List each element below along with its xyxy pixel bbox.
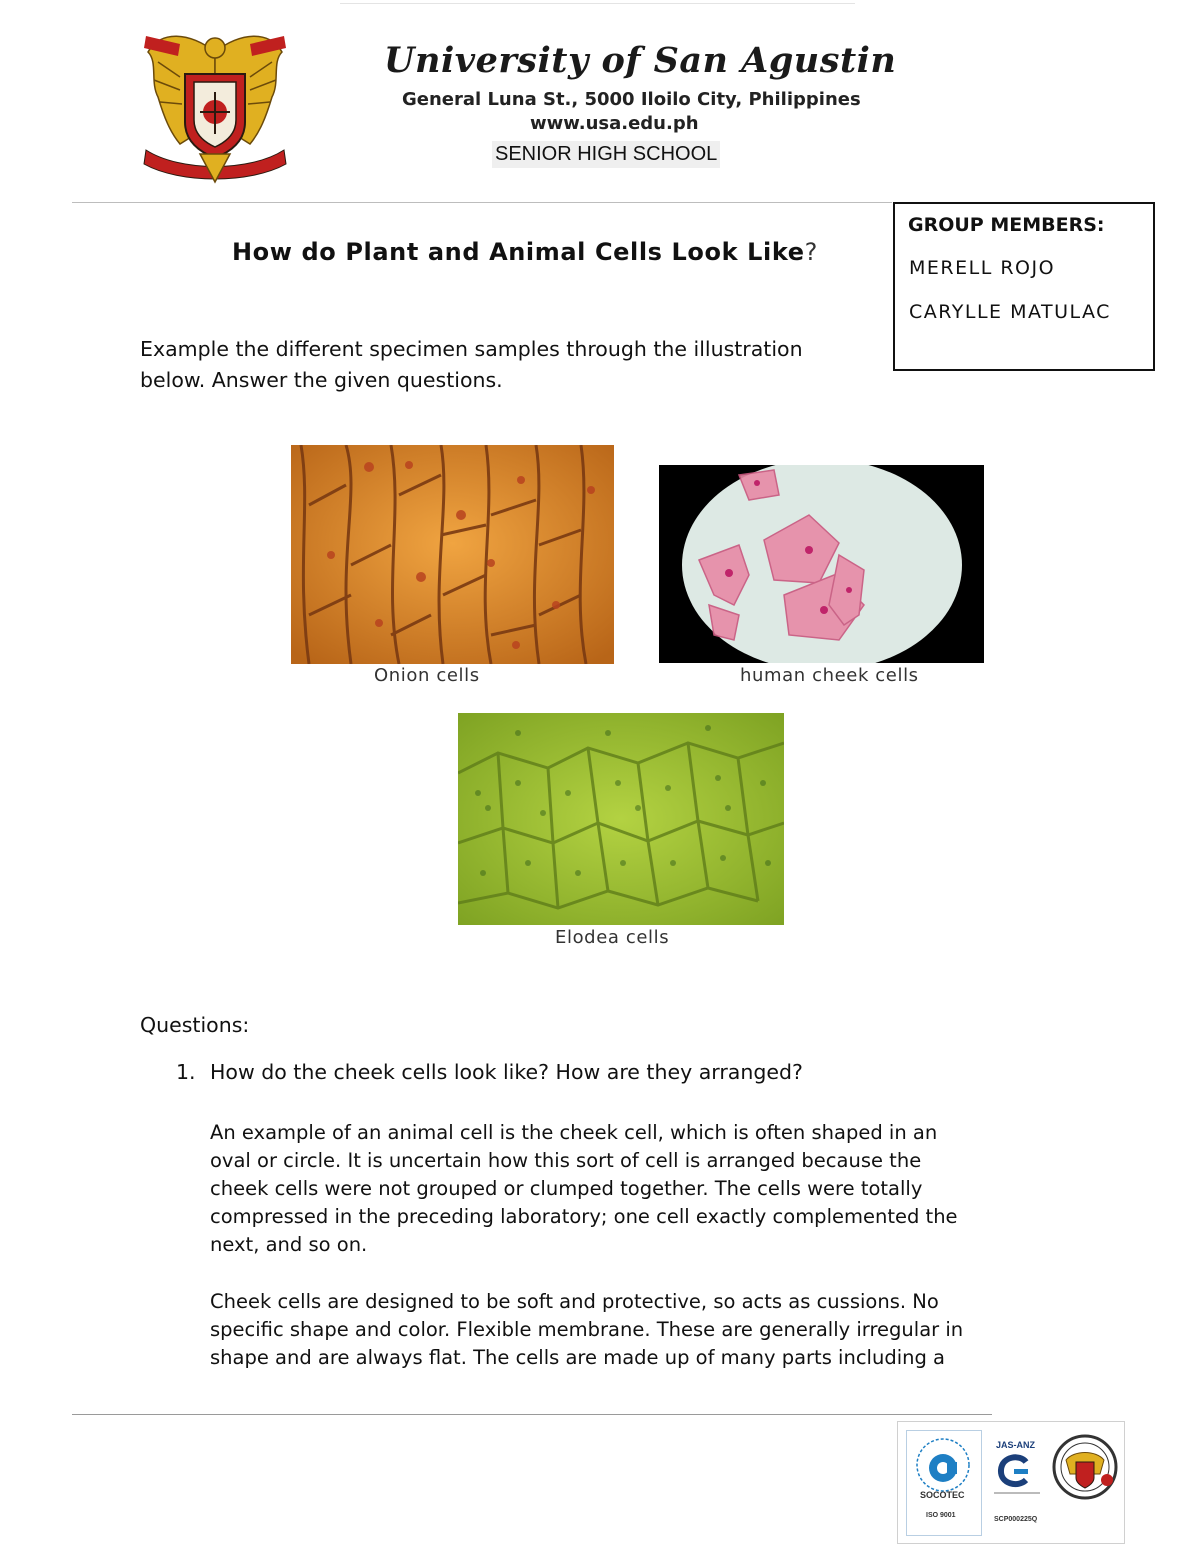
answer-paragraph [210, 1119, 1060, 1259]
answer-line: oval or circle. It is uncertain how this sort of cell is arranged because the [210, 1149, 922, 1172]
cheek-cells-image [659, 465, 984, 663]
specimen-caption: Elodea cells [555, 927, 670, 948]
questions-heading: Questions: [140, 1013, 250, 1037]
answer-line: cheek cells were not grouped or clumped together. The cells were totally [210, 1177, 923, 1200]
group-member: MERELL ROJO [909, 257, 1056, 279]
jasanz-code: SCP000225Q [994, 1516, 1038, 1523]
university-name: University of San Agustin [384, 40, 897, 81]
worksheet-instructions [140, 334, 840, 396]
instructions-line: below. Answer the given questions. [140, 368, 503, 392]
answer-line: specific shape and color. Flexible membrane. These are generally irregular in [210, 1318, 964, 1341]
socotec-name: SOCOTEC [920, 1490, 965, 1500]
onion-cells-micrograph [291, 445, 614, 664]
answer-line: Cheek cells are designed to be soft and protective, so acts as cussions. No [210, 1290, 939, 1313]
specimen-caption: human cheek cells [740, 665, 919, 686]
footer-divider [72, 1414, 992, 1415]
elodea-cells-micrograph [458, 713, 784, 925]
answer-line: shape and are always flat. The cells are made up of many parts including a [210, 1346, 946, 1369]
top-rule [340, 3, 855, 4]
question-number: 1. [176, 1060, 196, 1084]
socotec-logo-icon [914, 1436, 972, 1494]
worksheet-title [232, 238, 818, 266]
cheek-cells-micrograph [659, 465, 984, 663]
university-seal-icon [140, 22, 290, 184]
university-website[interactable]: www.usa.edu.ph [530, 113, 699, 134]
onion-cells-image [291, 445, 614, 664]
header-divider [72, 202, 892, 203]
answer-line: An example of an animal cell is the cheek cell, which is often shaped in an [210, 1121, 938, 1144]
certification-logos [897, 1421, 1125, 1544]
socotec-standard: ISO 9001 [926, 1512, 956, 1519]
answer-line: compressed in the preceding laboratory; one cell exactly complemented the [210, 1205, 958, 1228]
university-address: General Luna St., 5000 Iloilo City, Philippines [402, 89, 861, 110]
university-small-seal-icon [1052, 1434, 1118, 1500]
group-members-title: GROUP MEMBERS: [908, 214, 1105, 236]
specimen-caption: Onion cells [374, 665, 480, 686]
group-member: CARYLLE MATULAC [909, 301, 1111, 323]
jasanz-name: JAS-ANZ [996, 1440, 1036, 1450]
worksheet-title-text: How do Plant and Animal Cells Look Like [232, 238, 805, 266]
instructions-line: Example the different specimen samples through the illustration [140, 337, 803, 361]
jasanz-logo-icon [996, 1454, 1032, 1488]
answer-paragraph [210, 1288, 1060, 1372]
department-label: SENIOR HIGH SCHOOL [492, 141, 720, 168]
elodea-cells-image [458, 713, 784, 925]
worksheet-title-mark: ? [804, 238, 818, 266]
jasanz-divider [994, 1492, 1040, 1494]
question-text: How do the cheek cells look like? How are they arranged? [210, 1060, 803, 1084]
answer-line: next, and so on. [210, 1233, 368, 1256]
